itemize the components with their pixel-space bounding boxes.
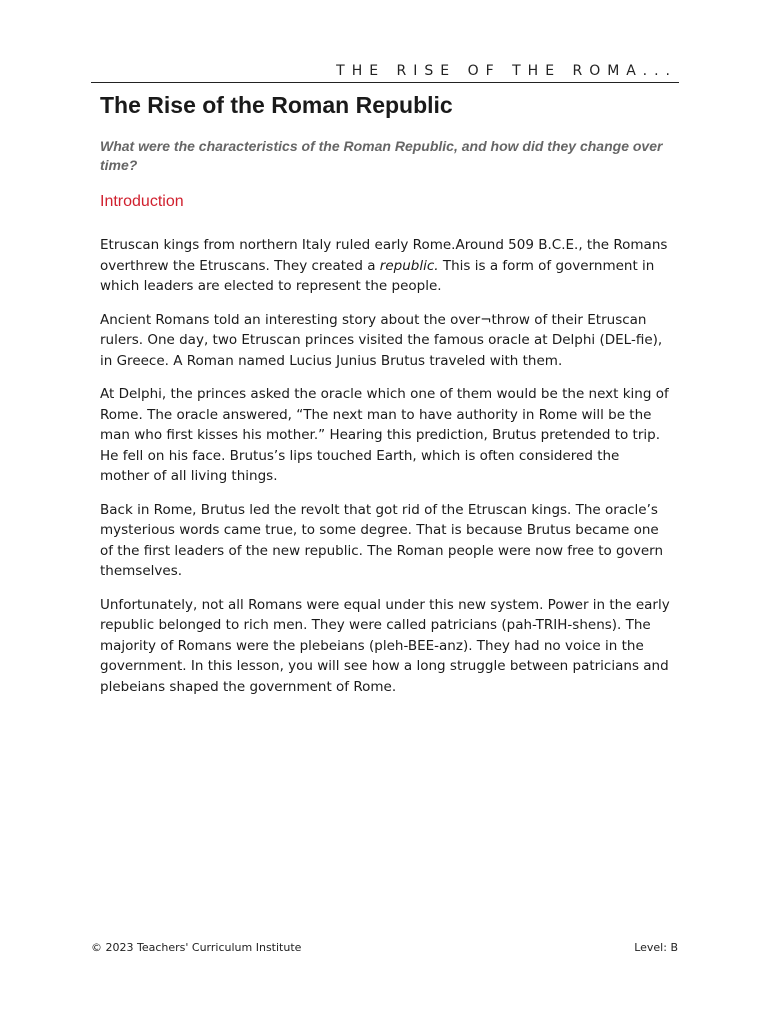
section-heading-introduction: Introduction — [100, 193, 184, 210]
paragraph-1-text-after: This is a form of government in which leaders are elected to represent the people. — [100, 257, 655, 294]
running-header: THE RISE OF THE ROMA... — [336, 63, 677, 79]
paragraph-3: At Delphi, the princes asked the oracle which one of them would be the next king of Rome. The oracle answered, “The next man to have authority in Rome will be the man who first kisses his mother.” Hearing this prediction, Brutus pretended to trip. He fell on his face. Brutus’s lips touched Earth, which is often considered the mother of all living things. — [100, 386, 669, 484]
body-text — [100, 235, 672, 710]
paragraph-2: Ancient Romans told an interesting story about the over¬throw of their Etruscan rulers. One day, two Etruscan princes visited the famous oracle at Delphi (DEL-fie), in Greece. A Roman named Lucius Junius Brutus traveled with them. — [100, 311, 663, 369]
footer-level: Level: B — [634, 941, 678, 954]
footer-copyright: © 2023 Teachers' Curriculum Institute — [91, 941, 302, 954]
paragraph-1-text-before: Etruscan kings from northern Italy ruled early Rome.Around 509 B.C.E., the Romans overthrew the Etruscans. They created a — [100, 237, 668, 274]
essential-question: What were the characteristics of the Roman Republic, and how did they change over time? — [100, 138, 663, 173]
paragraph-5: Unfortunately, not all Romans were equal under this new system. Power in the early republic belonged to rich men. They were called patricians (pah-TRIH-shens). The majority of Romans were the plebeians (pleh-BEE-anz). They had no voice in the government. In this lesson, you will see how a long struggle between patricians and plebeians shaped the government of Rome. — [100, 596, 670, 695]
page-title: The Rise of the Roman Republic — [100, 92, 453, 118]
paragraph-1 — [100, 235, 672, 297]
republic-emphasis: republic. — [379, 257, 439, 274]
paragraph-4: Back in Rome, Brutus led the revolt that got rid of the Etruscan kings. The oracle’s mysterious words came true, to some degree. That is because Brutus became one of the first leaders of the new republic. The Roman people were now free to govern themselves. — [100, 501, 664, 579]
header-divider — [91, 82, 679, 83]
